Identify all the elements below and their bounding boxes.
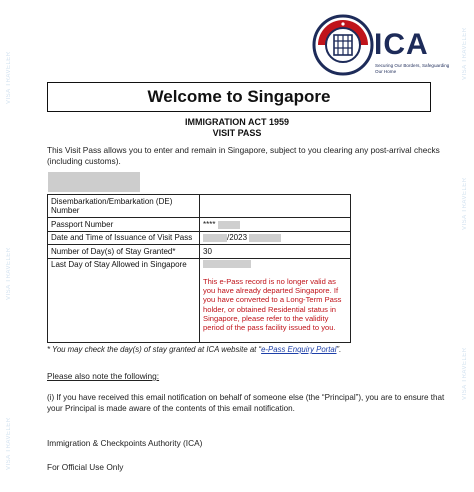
pass-type: VISIT PASS <box>212 128 262 138</box>
row-value: 30 <box>200 245 351 259</box>
notes-heading: Please also note the following: <box>47 371 160 381</box>
table-row <box>48 258 351 342</box>
watermark: VISA TRAVELER <box>462 27 468 80</box>
passport-number: **** <box>203 219 216 229</box>
ica-logo <box>312 14 462 80</box>
row-label: Number of Day(s) of Stay Granted* <box>48 245 200 259</box>
redacted-value <box>203 260 251 268</box>
watermark: VISA TRAVELER <box>462 177 468 230</box>
row-label: Last Day of Stay Allowed in Singapore <box>48 258 200 342</box>
row-label: Passport Number <box>48 218 200 232</box>
page-title-box <box>47 82 431 112</box>
act-title: IMMIGRATION ACT 1959 <box>184 117 289 127</box>
logo-tagline: Securing Our Borders, Safeguarding Our Home <box>375 63 450 74</box>
redacted-value <box>203 234 227 242</box>
row-label: Date and Time of Issuance of Visit Pass <box>48 231 200 245</box>
authority-signature: Immigration & Checkpoints Authority (ICA) <box>47 438 203 448</box>
act-heading <box>0 117 474 139</box>
table-row <box>48 231 351 245</box>
row-value <box>200 258 351 342</box>
row-value <box>200 231 351 245</box>
table-row <box>48 218 351 232</box>
redacted-name <box>48 172 140 192</box>
issue-date: /2023 <box>227 233 248 243</box>
watermark: VISA TRAVELER <box>6 51 12 104</box>
watermark: VISA TRAVELER <box>6 247 12 300</box>
epass-enquiry-link[interactable]: e-Pass Enquiry Portal <box>261 345 337 354</box>
redacted-value <box>218 221 240 229</box>
pass-invalid-notice: This e-Pass record is no longer valid as you have already departed Singapore. If you have converted to a Long-Term Pass holder, or obtained Residential status in Singapore, please refer to the validity period of the pass facility issued to you. <box>203 277 342 333</box>
footnote: * You may check the day(s) of stay granted at ICA website at “e-Pass Enquiry Portal”. <box>47 345 342 354</box>
ica-seal-icon <box>312 14 374 76</box>
row-value <box>200 218 351 232</box>
notes-body: (i) If you have received this email notification on behalf of someone else (the “Principal”), you are to ensure that your Principal is made aware of the contents of this email notification. <box>47 393 445 413</box>
row-value <box>200 195 351 218</box>
row-label: Disembarkation/Embarkation (DE) Number <box>48 195 200 218</box>
table-row <box>48 195 351 218</box>
watermark: VISA TRAVELER <box>6 417 12 470</box>
logo-wordmark: ICA <box>374 28 429 61</box>
pass-details-table <box>47 194 351 343</box>
table-row <box>48 245 351 259</box>
page-title: Welcome to Singapore <box>147 87 331 106</box>
classification-label: For Official Use Only <box>47 462 124 472</box>
watermark: VISA TRAVELER <box>462 347 468 400</box>
intro-paragraph: This Visit Pass allows you to enter and remain in Singapore, subject to you clearing any post-arrival checks (including customs). <box>47 145 440 166</box>
redacted-value <box>249 234 281 242</box>
